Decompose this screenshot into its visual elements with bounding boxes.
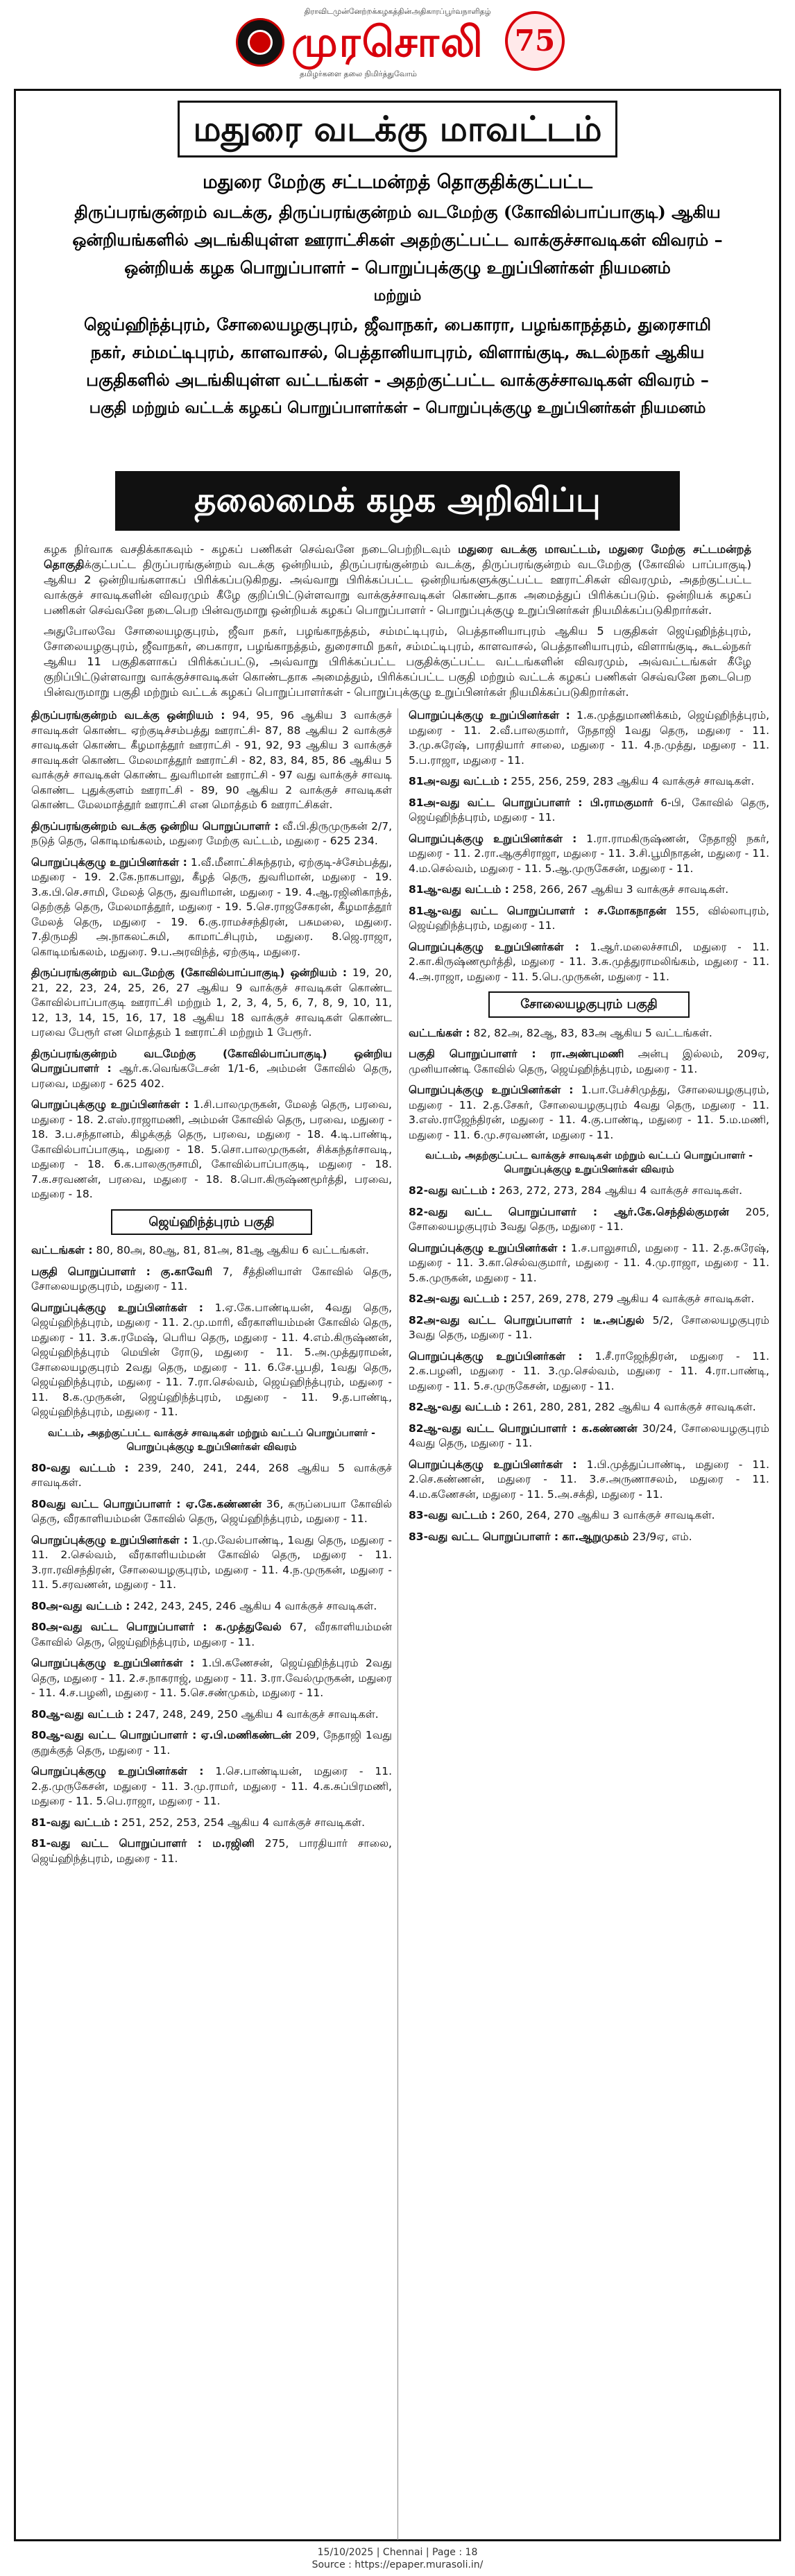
entry-text: ஆர்.க.வெங்கடேசன் 1/1-6, அம்மன் கோவில் தெரு, பரவை, மதுரை - 625 402. xyxy=(31,1062,392,1090)
heading-line-8: பகுதிகளில் அடங்கியுள்ள வட்டங்கள் - அதற்குட்பட்ட வாக்குச்சாவடிகள் விவரம் – xyxy=(86,370,709,390)
anniversary-badge: 75 xyxy=(505,11,565,71)
ward-details-notice: வட்டம், அதற்குட்பட்ட வாக்குச் சாவடிகள் மற்றும் வட்டப் பொறுப்பாளர் - பொறுப்புக்குழு உறுப்பினர்கள் விவரம் xyxy=(48,1427,375,1453)
entry xyxy=(409,1400,769,1415)
entry xyxy=(31,1816,392,1831)
entry-label: பொறுப்புக்குழு உறுப்பினர்கள் : xyxy=(409,940,579,953)
heading-line-3: ஒன்றியங்களில் அடங்கியுள்ள ஊராட்சிகள் அதற்குட்பட்ட வாக்குச்சாவடிகள் விவரம் – xyxy=(72,230,723,250)
entry-text: 258, 266, 267 ஆகிய 3 வாக்குச் சாவடிகள். xyxy=(512,883,729,896)
entry xyxy=(409,1047,769,1077)
entry xyxy=(31,1265,392,1295)
entry-label: பகுதி பொறுப்பாளர் : ரா.அண்புமணி xyxy=(409,1048,624,1060)
entry-text: 1.செ.பாண்டியன், மதுரை - 11. 2.த.முருகேசன், மதுரை - 11. 3.மு.ராமர், மதுரை - 11. 4.க.சுப்பிரமணி, மதுரை - 11. 5.பெ.ராஜா, மதுரை - 11. xyxy=(31,1765,393,1807)
entry-label: 82அ-வது வட்ட பொறுப்பாளர் : டீ.அப்துல் xyxy=(409,1313,644,1327)
entry xyxy=(31,1243,392,1259)
entry-text: 94, 95, 96 ஆகிய 3 வாக்குச் சாவடிகள் கொண்ட ஏற்குடிச்சம்பத்து ஊராட்சி- 87, 88 ஆகிய 2 வாக்குச் சாவடிகள் கொண்ட கீழமாத்தூர் ஊராட்சி - 91, 92, 93 ஆகிய 3 வாக்குச் சாவடிகள் கொண்ட மேலமாத்தூர் ஊராட்சி - 82, 83, 84, 85, 86 ஆகிய 5 வாக்குச் சாவடிகள் கொண்ட துவரிமான் ஊராட்சி - 97 வது வாக்குச் சாவடி கொண்ட புதுக்குளம் ஊராட்சி - 89, 90 ஆகிய 2 வாக்குச் சாவடிகள் கொண்ட மேலமாத்தூர் ஊராட்சி என மொத்தம் 6 ஊராட்சிகள். xyxy=(31,709,392,811)
intro-text-c: க்குட்பட்ட திருப்பரங்குன்றம் வடக்கு ஒன்றியம், திருப்பரங்குன்றம் வடக்கு, திருப்பரங்குன்றம் வடமேற்கு (கோவில் பாப்பாகுடி) ஆகிய 2 ஒன்றியங்களாகப் பிரிக்கப்படுகிறது. அவ்வாறு பிரிக்கப்பட்ட ஒன்றியங்களுக்குட்பட்ட ஊராட்சிகள் விவரமும், அதற்குட்பட்ட வாக்குச் சாவடிகளின் விவரமும் கீழே குறிப்பிட்டுள்ளவாறு வாக்குச்சாவடிகள் கொண்டதாக அமைத்துப் பிரிக்கப்படும். ஒன்றியக் கழகப் பணிகள் செவ்வனே நடைபெற பின்வருமாறு ஒன்றியக் கழகப் பொறுப்பாளர் - பொறுப்புக்குழு உறுப்பினர்கள் நியமிக்கப்படுகிறார்கள். xyxy=(44,558,752,617)
entry-text: 251, 252, 253, 254 ஆகிய 4 வாக்குச் சாவடிகள். xyxy=(121,1816,366,1829)
entry xyxy=(31,1301,392,1420)
logo-tagline: தமிழர்களை தலை நிமிர்த்துவோம் xyxy=(300,69,417,78)
entry-label: 80ஆ-வது வட்டம் : xyxy=(31,1707,132,1721)
entry xyxy=(31,1728,392,1758)
entry xyxy=(409,1313,769,1343)
entry xyxy=(31,966,392,1041)
entry xyxy=(409,1083,769,1143)
entry xyxy=(31,819,392,849)
entry xyxy=(409,1184,769,1199)
entry-text: 1.பா.பேச்சிமுத்து, சோலையழகுபுரம், மதுரை - 11. 2.த.சேகர், சோலையழகுபுரம் 4வது தெரு, மதுரை - 11. 3.எஸ்.ராஜேந்திரன், மதுரை - 11. 4.கு.பாண்டி, மதுரை - 11. 5.ம.மணி, மதுரை - 11. 6.மு.சரவணன், மதுரை - 11. xyxy=(409,1084,769,1141)
entry xyxy=(409,904,769,934)
entry-label: வட்டங்கள் : xyxy=(31,1244,93,1256)
entry-text: 263, 272, 273, 284 ஆகிய 4 வாக்குச் சாவடிகள். xyxy=(499,1184,743,1197)
district-title: மதுரை வடக்கு மாவட்டம் xyxy=(178,101,617,157)
entry xyxy=(31,708,392,813)
newspaper-logo: முரசொலி xyxy=(291,18,484,67)
entry-text: 1.சி.பாலமுருகன், மேலத் தெரு, பரவை, மதுரை - 18. 2.எஸ்.ராஜாமணி, அம்மன் கோவில் தெரு, பரவை, மதுரை - 18. 3.ப.சந்தானம், கிழக்குத் தெரு, பரவை, மதுரை - 18. 4.டி.பாண்டி, கோவில்பாப்பாகுடி, மதுரை - 18. 5.சொ.பாலமுருகன், சிக்கந்தர்சாவடி, மதுரை - 18. 6.க.பாலகுருசாமி, கோவில்பாப்பாகுடி, மதுரை - 18. 7.க.சரவணன், பரவை, மதுரை - 18. 8.பொ.கிருஷ்ணமூர்த்தி, பரவை, மதுரை - 18. xyxy=(31,1098,392,1200)
entry-label: பொறுப்புக்குழு உறுப்பினர்கள் : xyxy=(31,1098,189,1111)
ward-details-notice: வட்டம், அதற்குட்பட்ட வாக்குச் சாவடிகள் மற்றும் வட்டப் பொறுப்பாளர் - பொறுப்புக்குழு உறுப்பினர்கள் விவரம் xyxy=(425,1150,753,1175)
intro-paragraph-2: அதுபோலவே சோலையழகுபுரம், ஜீவா நகர், பழங்காநத்தம், சம்மட்டிபுரம், பெத்தானியாபுரம் ஆகிய 5 பகுதிகள் ஜெய்ஹிந்த்புரம், சோலையழகுபுரம், ஜீவாநகர், பைகாரா, பழங்காநத்தம், துரைசாமி நகர், சம்மட்டிபுரம், காளவாசல், பெத்தானியாபுரம், விளாங்குடி, கூடல்நகர் ஆகிய 11 பகுதிகளாகப் பிரிக்கப்பட்டு, அவ்வாறு பிரிக்கப்பட்ட பகுதிக்குட்பட்ட வட்டங்களின் விவரமும், அவ்வட்டங்கள் கீழே குறிப்பிட்டுள்ளவாறு வாக்குச்சாவடிகள் கொண்டதாக அமைத்தும், பிரிக்கப்பட்ட பகுதி மற்றும் வட்டக் கழகப் பணிகள் செவ்வனே நடைபெற பின்வருமாறு பகுதி மற்றும் வட்டக் கழகப் பொறுப்பாளர்கள் - பொறுப்புக்குழு உறுப்பினர்கள் நியமிக்கப்படுகிறார்கள். xyxy=(44,624,752,699)
entry-label: 82-வது வட்டம் : xyxy=(409,1184,496,1197)
entry xyxy=(409,1458,769,1503)
entry xyxy=(409,832,769,877)
entry-label: பகுதி பொறுப்பாளர் : கு.காவேரி xyxy=(31,1265,213,1278)
entry-label: 80அ-வது வட்டம் : xyxy=(31,1599,130,1612)
entry xyxy=(31,1098,392,1202)
intro-text-a: கழக நிர்வாக வசதிக்காகவும் - கழகப் பணிகள் செவ்வனே நடைபெற்றிடவும் xyxy=(44,543,451,556)
entry-label: 81ஆ-வது வட்ட பொறுப்பாளர் : ச.மோகநாதன் xyxy=(409,904,667,917)
entry-text: 23/9ஏ, எம். xyxy=(632,1530,692,1543)
entry-label: 82ஆ-வது வட்ட பொறுப்பாளர் : க.கண்ணன் xyxy=(409,1422,638,1435)
entry-label: 80வது வட்ட பொறுப்பாளர் : ஏ.கே.கண்ணன் xyxy=(31,1497,262,1510)
entry-label: பொறுப்புக்குழு உறுப்பினர்கள் : xyxy=(409,709,570,722)
entry-text: 1.க.முத்துமாணிக்கம், ஜெய்ஹிந்த்புரம், மதுரை - 11. 2.வீ.பாலகுமார், நேதாஜி 1வது தெரு, மதுரை - 11. 3.மு.சுரேஷ், பாரதியார் சாலை, மதுரை - 11. 4.ந.முத்து, மதுரை - 11. 5.ப.ராஜா, மதுரை - 11. xyxy=(409,709,770,767)
entry-text: 1.ஏ.கே.பாண்டியன், 4வது தெரு, ஜெய்ஹிந்த்புரம், மதுரை - 11. 2.மு.மாரி, வீரகாளியம்மன் கோவில் தெரு, மதுரை - 11. 3.சு.ரமேஷ், பெரிய தெரு, மதுரை - 11. 4.எம்.கிருஷ்ணன், ஜெய்ஹிந்த்புரம் மெயின் ரோடு, மதுரை - 11. 5.அ.முத்துராமன், சோலையழகுபுரம் 2வது தெரு, மதுரை - 11. 6.சே.பூபதி, 1வது தெரு, ஜெய்ஹிந்த்புரம், மதுரை - 11. 7.ரா.செல்வம், ஜெய்ஹிந்த்புரம், மதுரை - 11. 8.க.முருகன், ஜெய்ஹிந்த்புரம், மதுரை - 11. 9.த.பாண்டி, ஜெய்ஹிந்த்புரம், மதுரை - 11. xyxy=(31,1301,392,1418)
heading-line-1: மதுரை மேற்கு சட்டமன்றத் தொகுதிக்குட்பட்ட xyxy=(202,171,593,193)
entry-text: 261, 280, 281, 282 ஆகிய 4 வாக்குச் சாவடிகள். xyxy=(512,1401,756,1413)
heading-line-6: ஜெய்ஹிந்த்புரம், சோலையழகுபுரம், ஜீவாநகர், பைகாரா, பழங்காநத்தம், துரைசாமி xyxy=(83,314,712,334)
entry xyxy=(409,1205,769,1235)
masthead xyxy=(0,0,795,83)
section-heading-solaiazhagupuram: சோலையழகுபுரம் பகுதி xyxy=(488,991,690,1018)
entry-label: பொறுப்புக்குழு உறுப்பினர்கள் : xyxy=(31,1657,195,1669)
entry-label: திருப்பரங்குன்றம் வடமேற்கு (கோவில்பாப்பாகுடி) ஒன்றிய பொறுப்பாளர் : xyxy=(31,1047,392,1075)
entry-label: பொறுப்புக்குழு உறுப்பினர்கள் : xyxy=(31,855,187,869)
entry-text: 1.வீ.மீனாட்சிசுந்தரம், ஏற்குடி-ச்சேம்பத்து, மதுரை - 19. 2.கே.நாகபாலு, கீழத் தெரு, துவரிமான், மதுரை - 19. 3.க.பி.செ.சாமி, மேலத் தெரு, துவரிமான், மதுரை - 19. 4.ஆ.ரஜினிகாந்த், தெற்குத் தெரு, மேலமாத்தூர், மதுரை - 19. 5.செ.ராஜசேகரன், கீழமாத்தூர் மேலத் தெரு, மதுரை - 19. 6.கு.ராமச்சந்திரன், பசுமலை, மதுரை. 7.திருமதி அ.நாகலட்சுமி, காமாட்சிபுரம், மதுரை. 8.ஜெ.ராஜா, கொடிமங்கலம், மதுரை. 9.ப.அரவிந்த், ஏற்குடி, மதுரை. xyxy=(31,855,392,958)
footer-edition-info: 15/10/2025 | Chennai | Page : 18 xyxy=(317,2547,478,2558)
entry-label: பொறுப்புக்குழு உறுப்பினர்கள் : xyxy=(409,1241,567,1254)
entry-text: 275, பாரதியார் சாலை, ஜெய்ஹிந்த்புரம், மதுரை - 11. xyxy=(31,1837,392,1865)
entry-text: 82, 82அ, 82ஆ, 83, 83அ ஆகிய 5 வட்டங்கள். xyxy=(473,1026,712,1039)
entry-text: 80, 80அ, 80ஆ, 81, 81அ, 81ஆ ஆகிய 6 வட்டங்கள். xyxy=(96,1244,369,1256)
entry-label: திருப்பரங்குன்றம் வடக்கு ஒன்றிய பொறுப்பாளர் : xyxy=(31,819,279,833)
entry-text: 5/2, சோலையழகுபுரம் 3வது தெரு, மதுரை - 11. xyxy=(409,1313,769,1341)
entry xyxy=(31,1599,392,1614)
entry xyxy=(31,1620,392,1650)
entry-text: 239, 240, 241, 244, 268 ஆகிய 5 வாக்குச் சாவடிகள். xyxy=(31,1461,393,1489)
entry xyxy=(31,1836,392,1866)
entry-label: பொறுப்புக்குழு உறுப்பினர்கள் : xyxy=(31,1765,204,1777)
entry-text: 255, 256, 259, 283 ஆகிய 4 வாக்குச் சாவடிகள். xyxy=(511,775,755,787)
headquarters-notice-banner: தலைமைக் கழக அறிவிப்பு xyxy=(115,471,680,531)
entry-label: பொறுப்புக்குழு உறுப்பினர்கள் : xyxy=(409,1349,583,1363)
entry xyxy=(31,1656,392,1701)
entry-text: 1.ஆர்.மலைச்சாமி, மதுரை - 11. 2.கா.கிருஷ்ணமூர்த்தி, மதுரை - 11. 3.சு.முத்துராமலிங்கம், மதுரை - 11. 4.அ.ராஜா, மதுரை - 11. 5.பெ.முருகன், மதுரை - 11. xyxy=(409,940,769,983)
entry-text: 209, நேதாஜி 1வது குறுக்குத் தெரு, மதுரை - 11. xyxy=(31,1729,392,1757)
entry-text: 260, 264, 270 ஆகிய 3 வாக்குச் சாவடிகள். xyxy=(499,1509,715,1521)
entry-label: 80ஆ-வது வட்ட பொறுப்பாளர் : ஏ.பி.மணிகண்டன் xyxy=(31,1729,292,1741)
entry-label: பொறுப்புக்குழு உறுப்பினர்கள் : xyxy=(409,1084,574,1096)
entry-label: 80-வது வட்டம் : xyxy=(31,1461,129,1474)
announcement-box xyxy=(14,89,781,2541)
entry-text: 155, வில்லாபுரம், ஜெய்ஹிந்த்புரம், மதுரை - 11. xyxy=(409,904,769,932)
entry xyxy=(409,1530,769,1545)
entry-text: 19, 20, 21, 22, 23, 24, 25, 26, 27 ஆகிய 9 வாக்குச் சாவடிகள் கொண்ட கோவில்பாப்பாகுடி ஊராட்சி மற்றும் 1, 2, 3, 4, 5, 6, 7, 8, 9, 10, 11, 12, 13, 14, 15, 16, 17, 18 ஆகிய 18 வாக்குச் சாவடிகள் கொண்ட பரவை பேரூர் என மொத்தம் 1 ஊராட்சி மற்றும் 1 பேரூர். xyxy=(31,966,392,1039)
left-column xyxy=(31,708,392,1873)
entry-text: 257, 269, 278, 279 ஆகிய 4 வாக்குச் சாவடிகள். xyxy=(511,1293,755,1305)
entry-text: 1.பி.கணேசன், ஜெய்ஹிந்த்புரம் 2வது தெரு, மதுரை - 11. 2.ச.நாகராஜ், மதுரை - 11. 3.ரா.வேல்முருகன், மதுரை - 11. 4.ச.பழனி, மதுரை - 11. 5.செ.சண்முகம், மதுரை - 11. xyxy=(31,1657,392,1699)
entry xyxy=(409,940,769,985)
entry-label: 82ஆ-வது வட்டம் : xyxy=(409,1401,509,1413)
entry-label: பொறுப்புக்குழு உறுப்பினர்கள் : xyxy=(31,1301,203,1314)
entry-label: 81-வது வட்ட பொறுப்பாளர் : ம.ரஜினி xyxy=(31,1837,255,1850)
entry xyxy=(31,855,392,960)
entry-text: 1.மு.வேல்பாண்டி, 1வது தெரு, மதுரை - 11. 2.செல்வம், வீரகாளியம்மன் கோவில் தெரு, மதுரை - 11. 3.ரா.ரவிசந்திரன், சோலையழகுபுரம், மதுரை - 11. 4.ந.முருகன், மதுரை - 11. 5.சரவணன், மதுரை - 11. xyxy=(31,1533,392,1591)
entry-label: 83-வது வட்டம் : xyxy=(409,1509,496,1521)
entry xyxy=(409,1508,769,1524)
right-column xyxy=(409,708,769,1551)
entry-text: 205, சோலையழகுபுரம் 3வது தெரு, மதுரை - 11. xyxy=(409,1205,769,1233)
entry-text: 247, 248, 249, 250 ஆகிய 4 வாக்குச் சாவடிகள். xyxy=(135,1707,379,1721)
entry-text: 67, வீரகாளியம்மன் கோவில் தெரு, ஜெய்ஹிந்த்புரம், மதுரை - 11. xyxy=(31,1621,392,1648)
entry xyxy=(409,708,769,768)
entry-text: 1.சீ.ராஜேந்திரன், மதுரை - 11. 2.க.பழனி, மதுரை - 11. 3.மு.செல்வம், மதுரை - 11. 4.ரா.பாண்டி, மதுரை - 11. 5.ச.முருகேசன், மதுரை - 11. xyxy=(409,1349,769,1392)
footer-source-link[interactable]: Source : https://epaper.murasoli.in/ xyxy=(311,2559,484,2570)
entry-label: வட்டங்கள் : xyxy=(409,1026,470,1039)
entry-text: வீ.பி.திருமுருகன் 2/7, நடுத் தெரு, கொடிமங்கலம், மதுரை மேற்கு வட்டம், மதுரை - 625 234. xyxy=(31,819,392,847)
entry xyxy=(31,1047,392,1092)
heading-line-5: மற்றும் xyxy=(373,287,422,305)
heading-line-9: பகுதி மற்றும் வட்டக் கழகப் பொறுப்பாளர்கள் – பொறுப்புக்குழு உறுப்பினர்கள் நியமனம் xyxy=(89,399,706,417)
entry-label: பொறுப்புக்குழு உறுப்பினர்கள் : xyxy=(31,1533,188,1546)
entry-label: பொறுப்புக்குழு உறுப்பினர்கள் : xyxy=(409,1458,577,1471)
intro-paragraph-1 xyxy=(44,542,751,618)
entry-text: அன்பு இல்லம், 209ஏ, முனியாண்டி கோவில் தெரு, ஜெய்ஹிந்த்புரம், மதுரை - 11. xyxy=(409,1048,769,1075)
entry-text: 7, சீத்தினியாள் கோவில் தெரு, சோலையழகுபுரம், மதுரை - 11. xyxy=(31,1265,392,1293)
entry xyxy=(409,774,769,790)
section-heading-jaihindpuram: ஜெய்ஹிந்த்புரம் பகுதி xyxy=(111,1209,312,1236)
heading-line-2: திருப்பரங்குன்றம் வடக்கு, திருப்பரங்குன்றம் வடமேற்கு (கோவில்பாப்பாகுடி) ஆகிய xyxy=(74,202,721,222)
entry-text: 6-பி, கோவில் தெரு, ஜெய்ஹிந்த்புரம், மதுரை - 11. xyxy=(409,796,770,824)
entry-text: 1.ரா.ராமகிருஷ்ணன், நேதாஜி நகர், மதுரை - 11. 2.ரா.ஆகுசிராஜா, மதுரை - 11. 3.சி.பூமிநாதன், மதுரை - 11. 4.ம.செல்வம், மதுரை - 11. 5.ஆ.முருகேசன், மதுரை - 11. xyxy=(409,832,769,875)
entry xyxy=(409,796,769,826)
entry xyxy=(409,1026,769,1041)
entry-label: பொறுப்புக்குழு உறுப்பினர்கள் : xyxy=(409,832,577,845)
entry xyxy=(31,1461,392,1491)
entry-text: 1.ச.பாலுசாமி, மதுரை - 11. 2.த.சுரேஷ், மதுரை - 11. 3.கா.செல்வகுமார், மதுரை - 11. 4.மு.ராஜா, மதுரை - 11. 5.க.முருகன், மதுரை - 11. xyxy=(409,1241,769,1284)
entry-label: 81அ-வது வட்ட பொறுப்பாளர் : பி.ராமகுமார் xyxy=(409,796,653,809)
entry-label: 82-வது வட்ட பொறுப்பாளர் : ஆர்.கே.செந்தில்குமரன் xyxy=(409,1205,729,1218)
entry-text: 242, 243, 245, 246 ஆகிய 4 வாக்குச் சாவடிகள். xyxy=(133,1599,377,1612)
intro-text-b: மதுரை வடக்கு மாவட்டம், மதுரை மேற்கு சட்டமன்றத் தொகுதி xyxy=(44,543,751,571)
entry xyxy=(409,1422,769,1451)
entry xyxy=(409,1241,769,1286)
entry-label: 81-வது வட்டம் : xyxy=(31,1816,119,1829)
page-footer xyxy=(0,2546,795,2571)
entry-text: 36, கருப்பையா கோவில் தெரு, வீரகாளியம்மன் கோவில் தெரு, ஜெய்ஹிந்த்புரம், மதுரை - 11. xyxy=(31,1497,392,1525)
entry xyxy=(409,1292,769,1307)
entry-text: 1.பி.முத்துப்பாண்டி, மதுரை - 11. 2.செ.கண்ணன், மதுரை - 11. 3.ச.அருணாசலம், மதுரை - 11. 4.ம.கணேசன், மதுரை - 11. 5.அ.சக்தி, மதுரை - 11. xyxy=(409,1458,769,1501)
entry xyxy=(31,1764,392,1809)
entry xyxy=(31,1707,392,1723)
entry-text: 30/24, சோலையழகுபுரம் 4வது தெரு, மதுரை - 11. xyxy=(409,1422,769,1449)
entry xyxy=(409,882,769,898)
heading-line-7: நகர், சம்மட்டிபுரம், காளவாசல், பெத்தானியாபுரம், விளாங்குடி, கூடல்நகர் ஆகிய xyxy=(90,342,705,362)
party-emblem-icon xyxy=(236,18,284,67)
entry-label: திருப்பரங்குன்றம் வடக்கு ஒன்றியம் : xyxy=(31,709,225,722)
entry-label: 81ஆ-வது வட்டம் : xyxy=(409,883,509,896)
masthead-subtitle: திராவிடமுன்னேற்றக்கழகத்தின்அதிகாரப்பூர்வநாளிதழ் xyxy=(304,7,491,16)
entry-label: 80அ-வது வட்ட பொறுப்பாளர் : க.முத்துவேல் xyxy=(31,1621,282,1633)
entry xyxy=(31,1497,392,1527)
entry xyxy=(409,1349,769,1394)
entry xyxy=(31,1533,392,1593)
entry-label: 82அ-வது வட்டம் : xyxy=(409,1293,508,1305)
entry-label: 81அ-வது வட்டம் : xyxy=(409,775,508,787)
heading-line-4: ஒன்றியக் கழக பொறுப்பாளர் – பொறுப்புக்குழு உறுப்பினர்கள் நியமனம் xyxy=(124,257,671,278)
entry-label: 83-வது வட்ட பொறுப்பாளர் : கா.ஆறுமுகம் xyxy=(409,1530,629,1543)
entry-label: திருப்பரங்குன்றம் வடமேற்கு (கோவில்பாப்பாகுடி) ஒன்றியம் : xyxy=(31,966,348,979)
